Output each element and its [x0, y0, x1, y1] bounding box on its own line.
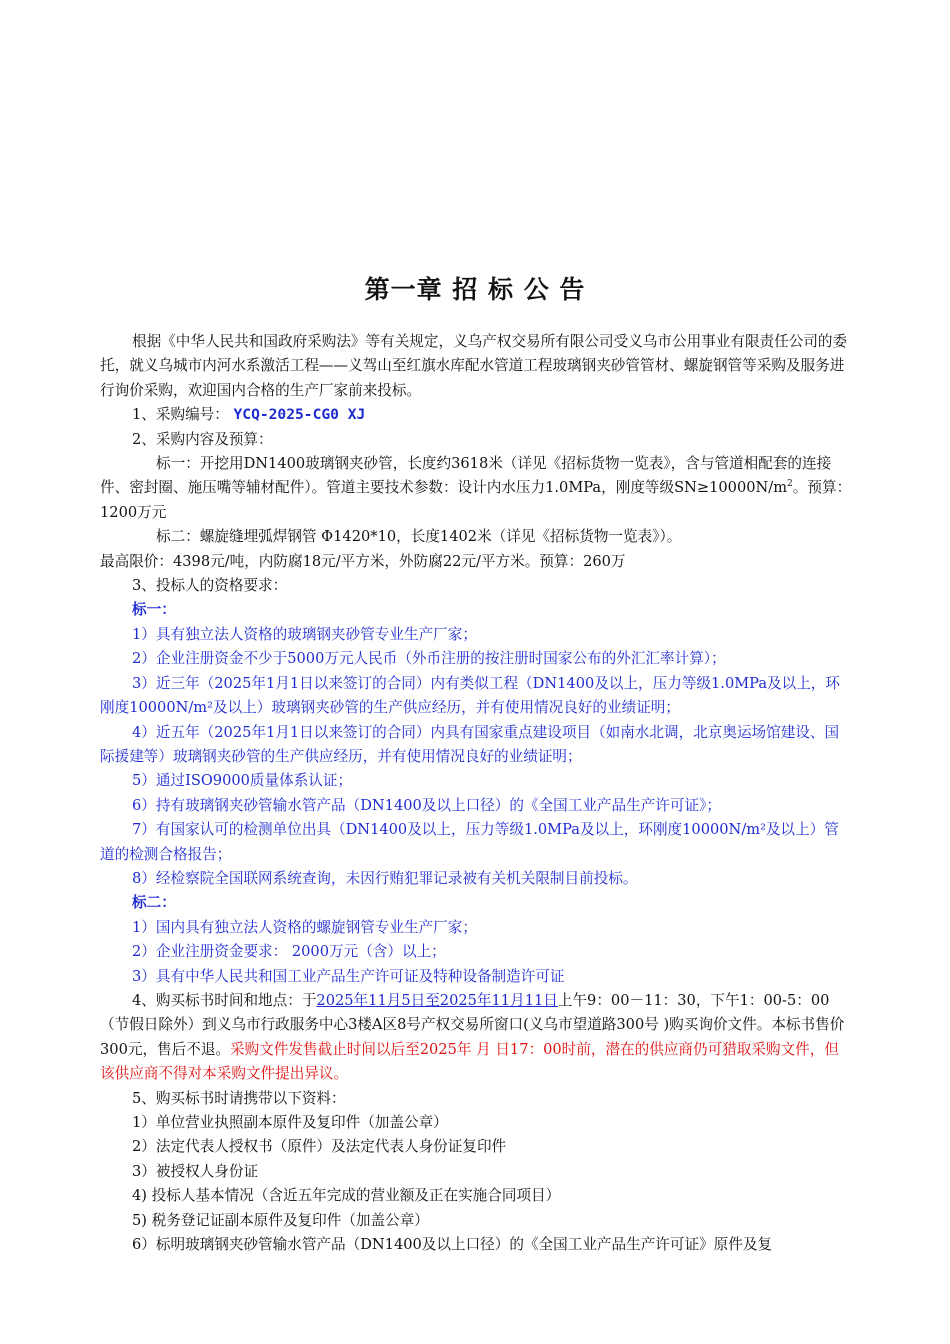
material-item: 3）被授权人身份证	[132, 1162, 259, 1180]
lot1-heading: 标一：	[132, 601, 176, 619]
purchase-time-place: 4、购买标书时间和地点：于2025年11月5日至2025年11月11日上午9：00－11：30，下午1：00-5：00（节假日除外）到义乌市行政服务中心3楼A区8号产权交易所窗口(义乌市望道路300号 )购买询价文件。本标书售价300元，售后不退。采购文件发售截止时间以后至2025年 月 日17：00时前，潜在的供应商仍可猎取采购文件，但该供应商不得对本采购文件提出异议。	[100, 991, 845, 1083]
requirement-item: 5）通过ISO9000质量体系认证；	[132, 772, 353, 790]
lot2-price-limit: 最高限价：4398元/吨，内防腐18元/平方米，外防腐22元/平方米。预算：260万	[100, 552, 626, 570]
announcement-body	[100, 330, 852, 1257]
sale-deadline-warning: 采购文件发售截止时间以后至2025年 月 日17：00时前，潜在的供应商仍可猎取采购文件，但该供应商不得对本采购文件提出异议。	[100, 1040, 839, 1083]
materials-label: 5、购买标书时请携带以下资料：	[132, 1089, 346, 1107]
requirement-item: 2）企业注册资金要求： 2000万元（含）以上；	[132, 943, 446, 961]
procurement-code: YCQ-2025-CG0 XJ	[233, 406, 366, 424]
requirement-item: 3）具有中华人民共和国工业产品生产许可证及特种设备制造许可证	[132, 967, 565, 985]
requirement-item: 7）有国家认可的检测单位出具（DN1400及以上，压力等级1.0MPa及以上，环刚度10000N/m²及以上）管道的检测合格报告；	[100, 821, 839, 863]
sale-date-range: 2025年11月5日至2025年11月11日	[316, 991, 558, 1009]
lot2-description: 标二：螺旋缝埋弧焊钢管 Φ1420*10，长度1402米（详见《招标货物一览表》）。	[156, 528, 682, 546]
procurement-number	[100, 403, 852, 427]
lot2-requirements	[100, 916, 852, 989]
lot1-requirements	[100, 623, 852, 891]
material-item: 1）单位营业执照副本原件及复印件（加盖公章）	[132, 1114, 448, 1131]
lot1-description: 标一：开挖用DN1400玻璃钢夹砂管，长度约3618米（详见《招标货物一览表》，含与管道相配套的连接件、密封圈、施压嘴等辅材配件）。管道主要技术参数：设计内水压力1.0MPa，刚度等级$SN\ge 10000N/m^2$。预算：1200万元	[100, 455, 852, 521]
material-item: 2）法定代表人授权书（原件）及法定代表人身份证复印件	[132, 1138, 507, 1156]
material-item: 5) 税务登记证副本原件及复印件（加盖公章）	[132, 1211, 429, 1229]
requirement-item: 2）企业注册资金不少于5000万元人民币（外币注册的按注册时国家公布的外汇汇率计算）；	[132, 650, 726, 668]
intro-paragraph: 根据《中华人民共和国政府采购法》等有关规定，义乌产权交易所有限公司受义乌市公用事业有限责任公司的委托，就义乌城市内河水系激活工程——义驾山至红旗水库配水管道工程玻璃钢夹砂管管材、螺旋钢管等采购及服务进行询价采购，欢迎国内合格的生产厂家前来投标。	[100, 333, 848, 399]
lot2-heading: 标二：	[132, 894, 176, 912]
requirement-item: 6）持有玻璃钢夹砂管输水管产品（DN1400及以上口径）的《全国工业产品生产许可证》；	[132, 796, 721, 814]
material-item: 6）标明玻璃钢夹砂管输水管产品（DN1400及以上口径）的《全国工业产品生产许可证》原件及复	[132, 1236, 773, 1254]
requirement-item: 3）近三年（2025年1月1日以来签订的合同）内有类似工程（DN1400及以上，压力等级1.0MPa及以上，环刚度10000N/m²及以上）玻璃钢夹砂管的生产供应经历，并有使用情况良好的业绩证明；	[100, 674, 840, 717]
qualification-label: 3、投标人的资格要求：	[132, 577, 288, 595]
requirement-item: 4）近五年（2025年1月1日以来签订的合同）内具有国家重点建设项目（如南水北调，北京奥运场馆建设、国际援建等）玻璃钢夹砂管的生产供应经历，并有使用情况良好的业绩证明；	[100, 723, 840, 765]
chapter-title: 第一章 招 标 公 告	[364, 275, 586, 304]
requirement-item: 1）国内具有独立法人资格的螺旋钢管专业生产厂家；	[132, 918, 477, 936]
material-item: 4) 投标人基本情况（含近五年完成的营业额及正在实施合同项目）	[132, 1187, 561, 1205]
procurement-number-label: 1、采购编号：	[132, 406, 229, 424]
procurement-content-label: 2、采购内容及预算：	[132, 430, 273, 448]
requirement-item: 1）具有独立法人资格的玻璃钢夹砂管专业生产厂家；	[132, 625, 477, 643]
requirement-item: 8）经检察院全国联网系统查询，未因行贿犯罪记录被有关机关限制目前投标。	[132, 869, 638, 887]
